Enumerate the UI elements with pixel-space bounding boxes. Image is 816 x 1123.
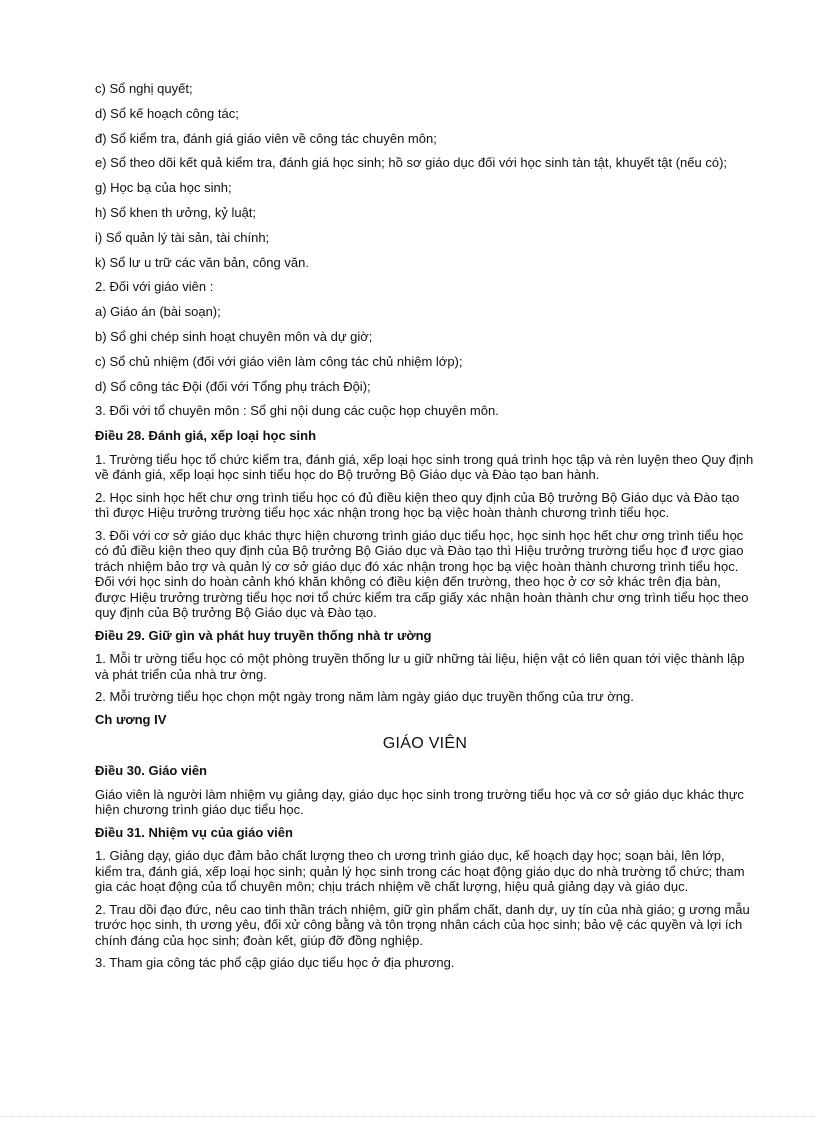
list-item: 3. Đối với tổ chuyên môn : Sổ ghi nội dung các cuộc họp chuyên môn. bbox=[95, 403, 499, 419]
list-item: d) Sổ công tác Đội (đối với Tổng phụ trách Đội); bbox=[95, 378, 371, 394]
list-item: h) Sổ khen th ưởng, kỷ luật; bbox=[95, 204, 257, 220]
list-item: c) Sổ chủ nhiệm (đối với giáo viên làm công tác chủ nhiệm lớp); bbox=[95, 353, 463, 369]
list-heading-teachers: 2. Đối với giáo viên : bbox=[95, 279, 214, 295]
list-item: c) Sổ nghị quyết; bbox=[95, 81, 193, 96]
document-body bbox=[95, 81, 755, 978]
article-30-heading: Điều 30. Giáo viên bbox=[95, 763, 207, 779]
article-29-heading: Điều 29. Giữ gìn và phát huy truyền thống nhà tr ường bbox=[95, 627, 432, 643]
list-item: i) Sổ quản lý tài sản, tài chính; bbox=[95, 229, 270, 245]
article-31-paragraph-1: 1. Giảng dạy, giáo dục đảm bảo chất lượng theo ch ương trình giáo dục, kế hoạch dạy học; soạn bài, lên lớp, kiểm tra, đánh giá, xếp loại học sinh; quản lý học sinh trong các hoạt động giáo dục do nhà trường tổ chức; tham gia các hoạt động của tổ chuyên môn; chịu trách nhiệm về chất lượng, hiệu quả giảng dạy và giáo dục. bbox=[95, 848, 745, 895]
list-item: đ) Sổ kiểm tra, đánh giá giáo viên về công tác chuyên môn; bbox=[95, 130, 437, 146]
list-item: d) Sổ kế hoạch công tác; bbox=[95, 105, 239, 121]
list-item: g) Học bạ của học sinh; bbox=[95, 180, 232, 196]
article-28-paragraph-3: 3. Đối với cơ sở giáo dục khác thực hiện chương trình giáo dục tiểu học, học sinh học hết chư ơng trình tiểu học có đủ điều kiện theo quy định của Bộ trưởng Bộ Giáo dục và Đào tạo thì Hiệu trưởng trường tiểu học đ ược giao trách nhiệm bảo trợ và quản lý cơ sở giáo dục đó xác nhận trong học bạ việc hoàn thành chương trình tiểu học. Đối với học sinh do hoàn cảnh khó khăn không có điều kiện đến trường, theo học ở cơ sở khác trên địa bàn, được Hiệu trưởng trường tiểu học nơi tổ chức kiểm tra cấp giấy xác nhận hoàn thành chư ơng trình tiểu học theo quy định của Bộ trưởng Bộ Giáo dục và Đào tạo. bbox=[95, 527, 749, 621]
article-31-heading: Điều 31. Nhiệm vụ của giáo viên bbox=[95, 824, 293, 840]
list-item: a) Giáo án (bài soạn); bbox=[95, 304, 221, 320]
article-31-paragraph-3: 3. Tham gia công tác phổ cập giáo dục tiểu học ở địa phương. bbox=[95, 955, 455, 971]
list-item: e) Sổ theo dõi kết quả kiểm tra, đánh giá học sinh; hồ sơ giáo dục đối với học sinh tàn tật, khuyết tật (nếu có); bbox=[95, 155, 728, 171]
article-29-paragraph-2: 2. Mỗi trường tiểu học chọn một ngày trong năm làm ngày giáo dục truyền thống của trư ờng. bbox=[95, 689, 634, 705]
article-28-heading: Điều 28. Đánh giá, xếp loại học sinh bbox=[95, 428, 317, 444]
article-30-paragraph-1: Giáo viên là người làm nhiệm vụ giảng dạy, giáo dục học sinh trong trường tiểu học và cơ sở giáo dục khác thực hiện chương trình giáo dục tiểu học. bbox=[95, 786, 744, 818]
list-item: b) Sổ ghi chép sinh hoạt chuyên môn và dự giờ; bbox=[95, 328, 373, 344]
article-31-paragraph-2: 2. Trau dồi đạo đức, nêu cao tinh thần trách nhiệm, giữ gìn phẩm chất, danh dự, uy tín của nhà giáo; g ương mẫu trước học sinh, th ương yêu, đối xử công bằng và tôn trọng nhân cách của học sinh; bảo vệ các quyền và lợi ích chính đáng của học sinh; đoàn kết, giúp đỡ đồng nghiệp. bbox=[95, 901, 750, 948]
chapter-title: GIÁO VIÊN bbox=[382, 735, 468, 753]
article-29-paragraph-1: 1. Mỗi tr ường tiểu học có một phòng truyền thống lư u giữ những tài liệu, hiện vật có liên quan tới việc thành lập và phát triển của nhà trư ờng. bbox=[95, 651, 745, 682]
article-28-paragraph-1: 1. Trường tiểu học tổ chức kiểm tra, đánh giá, xếp loại học sinh trong quá trình học tập và rèn luyện theo Quy định về đánh giá, xếp loại học sinh tiểu học do Bộ trưởng Bộ Giáo dục và Đào tạo ban hành. bbox=[95, 451, 754, 483]
page-bottom-divider bbox=[0, 1116, 816, 1117]
chapter-label: Ch ương IV bbox=[95, 711, 167, 727]
article-28-paragraph-2: 2. Học sinh học hết chư ơng trình tiểu học có đủ điều kiện theo quy định của Bộ trưởng Bộ Giáo dục và Đào tạo thì được Hiệu trưởng trường tiểu học xác nhận trong học bạ việc hoàn thành chương trình tiểu học. bbox=[95, 489, 740, 521]
list-item: k) Sổ lư u trữ các văn bản, công văn. bbox=[95, 254, 309, 270]
